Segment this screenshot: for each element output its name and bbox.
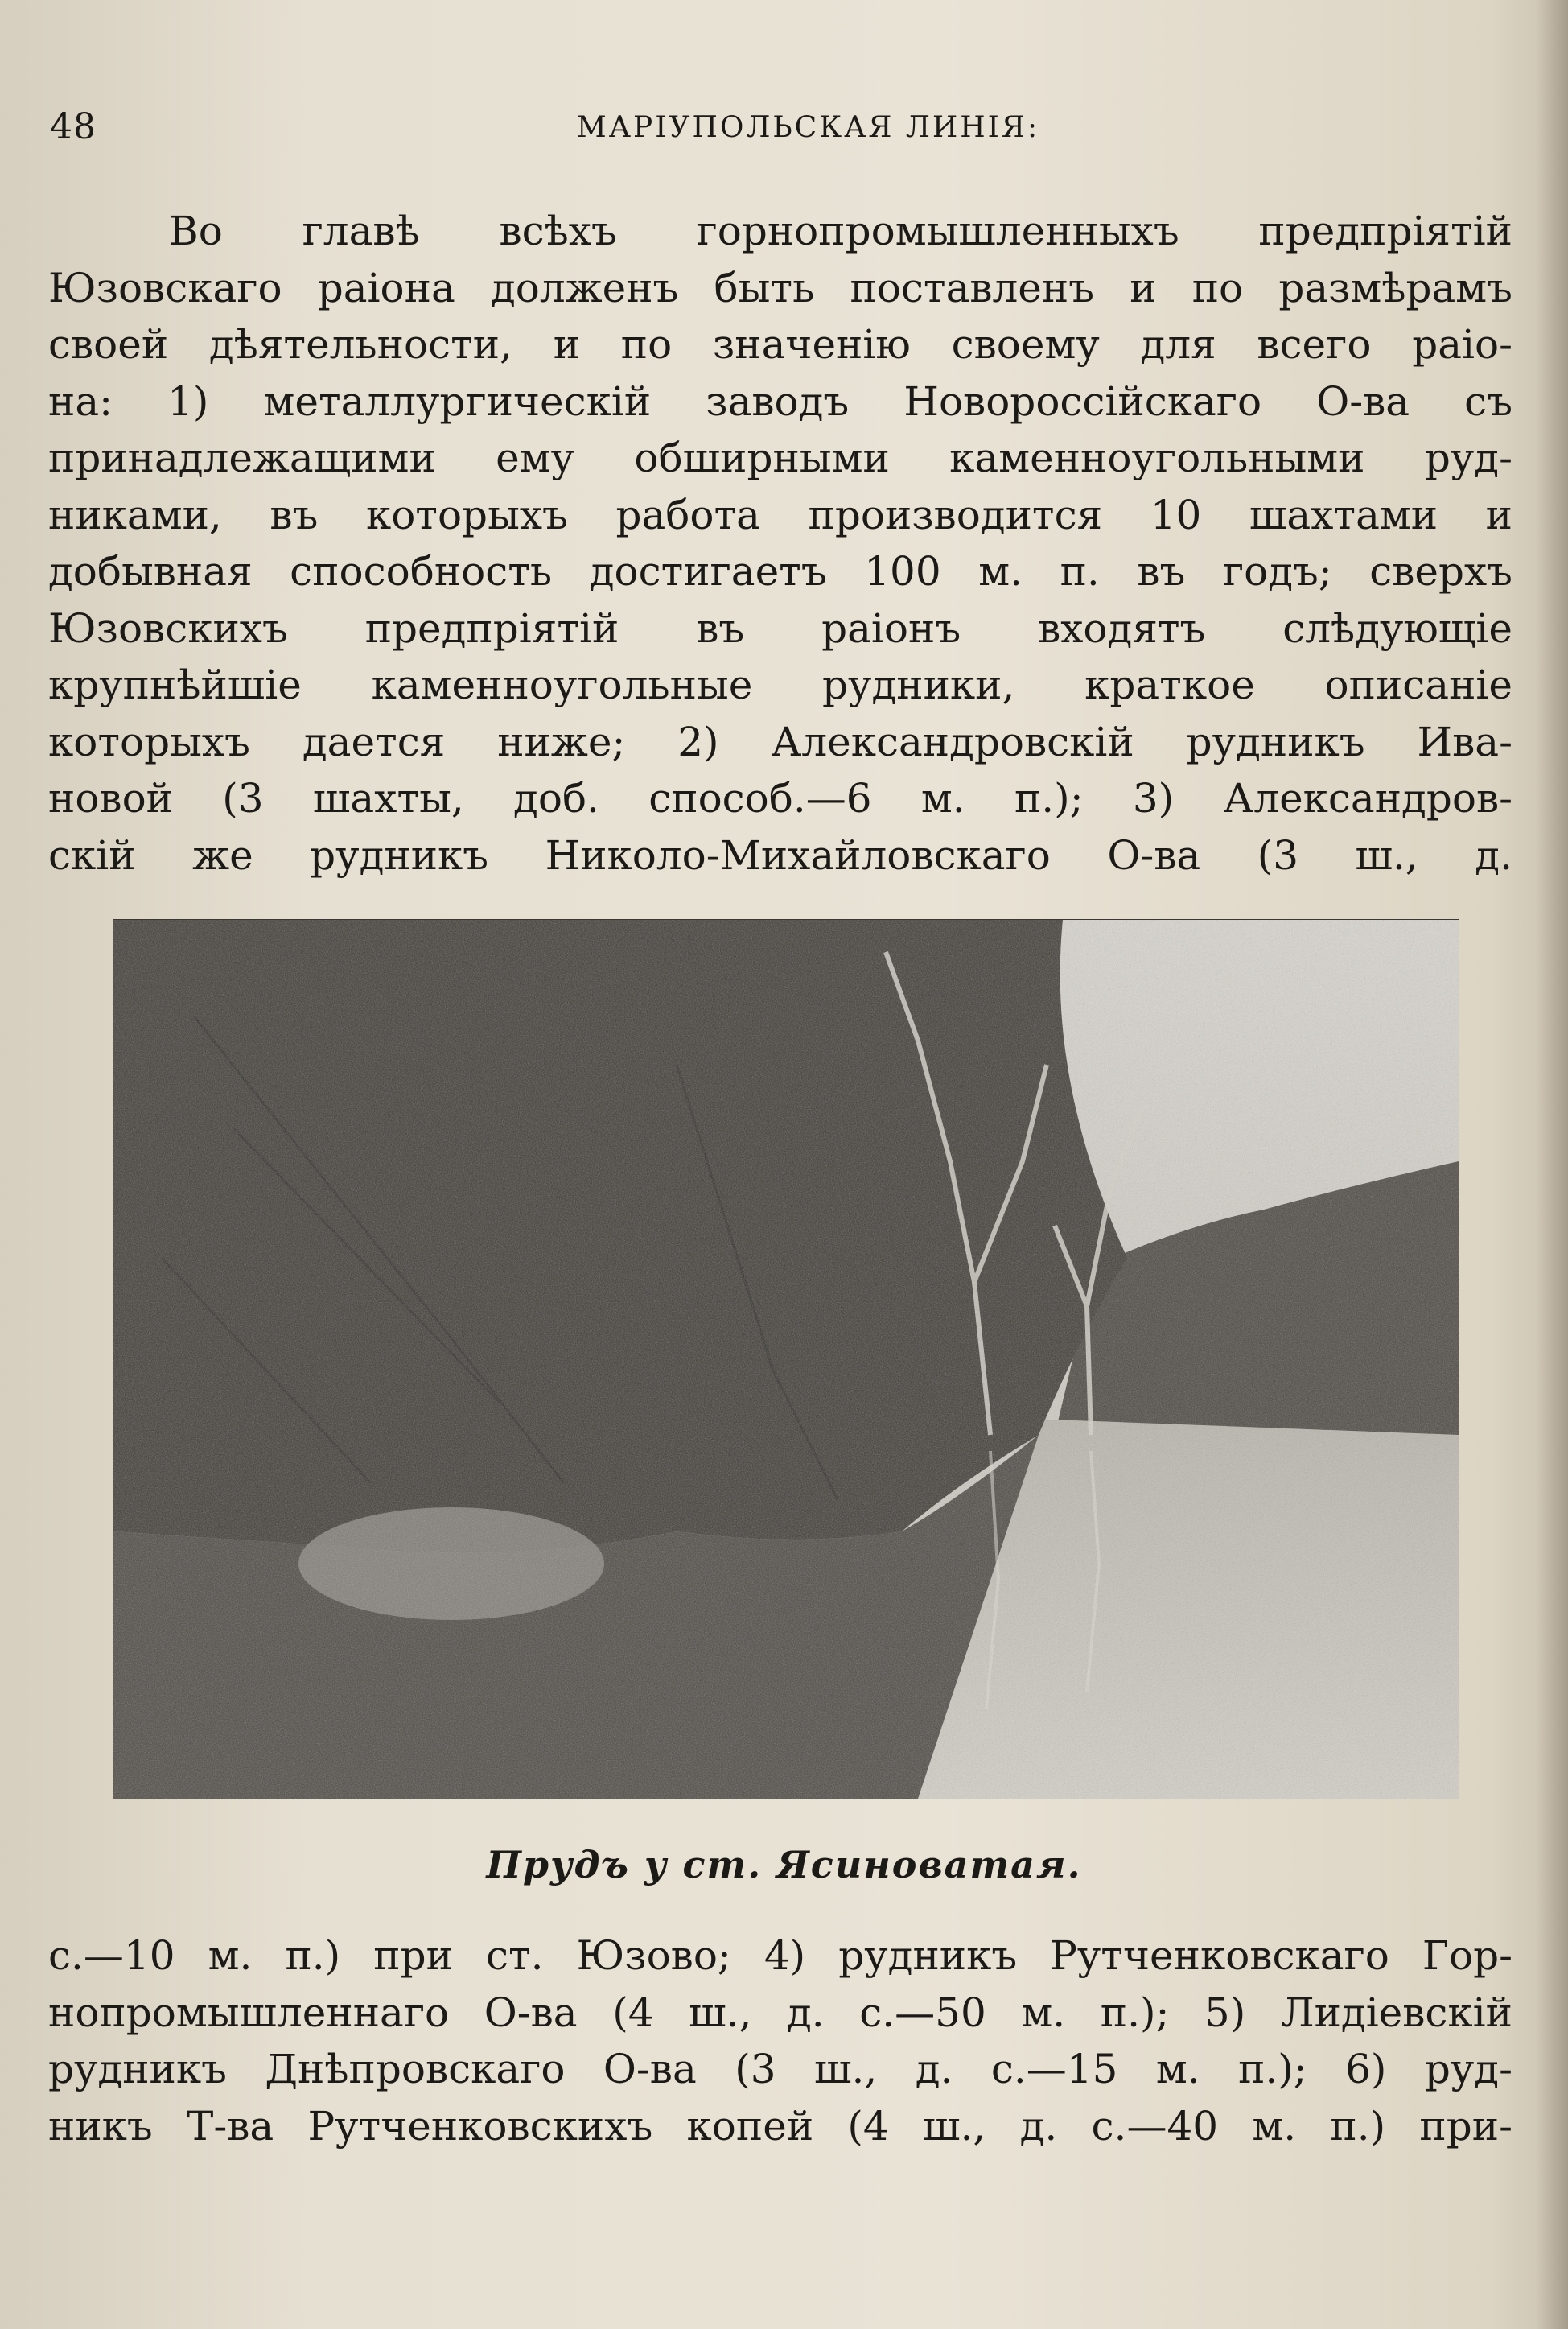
page-edge-shadow bbox=[1536, 0, 1568, 2329]
paragraph-top bbox=[48, 203, 1512, 884]
pond-photograph bbox=[113, 919, 1459, 1799]
running-head: МАРІУПОЛЬСКАЯ ЛИНІЯ: bbox=[576, 111, 1040, 144]
page-number: 48 bbox=[50, 106, 97, 147]
text-line: рудникъ Днѣпровскаго О-ва (3 ш., д. с.—15 м. п.); 6) руд- bbox=[48, 2046, 1512, 2092]
text-line: никами, въ которыхъ работа производится 10 шахтами и bbox=[48, 491, 1512, 538]
photo-caption: Прудъ у ст. Ясиноватая. bbox=[486, 1843, 1082, 1886]
text-line: скій же рудникъ Николо-Михайловскаго О-ва (3 ш., д. bbox=[48, 831, 1512, 879]
paragraph-bottom bbox=[48, 1927, 1512, 2154]
pond-photograph-image bbox=[113, 920, 1459, 1799]
text-line: принадлежащими ему обширными каменноугольными руд- bbox=[48, 435, 1512, 481]
text-line: на: 1) металлургическій заводъ Новороссійскаго О-ва съ bbox=[48, 377, 1512, 425]
text-line: Во главѣ всѣхъ горнопромышленныхъ предпріятій bbox=[169, 208, 1512, 254]
text-line: новой (3 шахты, доб. способ.—6 м. п.); 3) Александров- bbox=[48, 775, 1512, 822]
text-line: добывная способность достигаетъ 100 м. п. въ годъ; сверхъ bbox=[48, 548, 1512, 595]
text-line: никъ Т-ва Рутченковскихъ копей (4 ш., д. с.—40 м. п.) при- bbox=[48, 2102, 1512, 2150]
text-line: Юзовскихъ предпріятій въ раіонъ входятъ слѣдующіе bbox=[48, 604, 1512, 652]
text-line: с.—10 м. п.) при ст. Юзово; 4) рудникъ Рутченковскаго Гор- bbox=[48, 1932, 1512, 1979]
text-line: крупнѣйшіе каменноугольные рудники, краткое описаніе bbox=[48, 662, 1512, 708]
text-line: своей дѣятельности, и по значенію своему для всего раіо- bbox=[48, 321, 1512, 368]
text-line: нопромышленнаго О-ва (4 ш., д. с.—50 м. п.); 5) Лидіевскій bbox=[48, 1989, 1512, 2036]
text-line: Юзовскаго раіона долженъ быть поставленъ и по размѣрамъ bbox=[48, 264, 1512, 311]
text-line: которыхъ дается ниже; 2) Александровскій рудникъ Ива- bbox=[48, 718, 1512, 765]
